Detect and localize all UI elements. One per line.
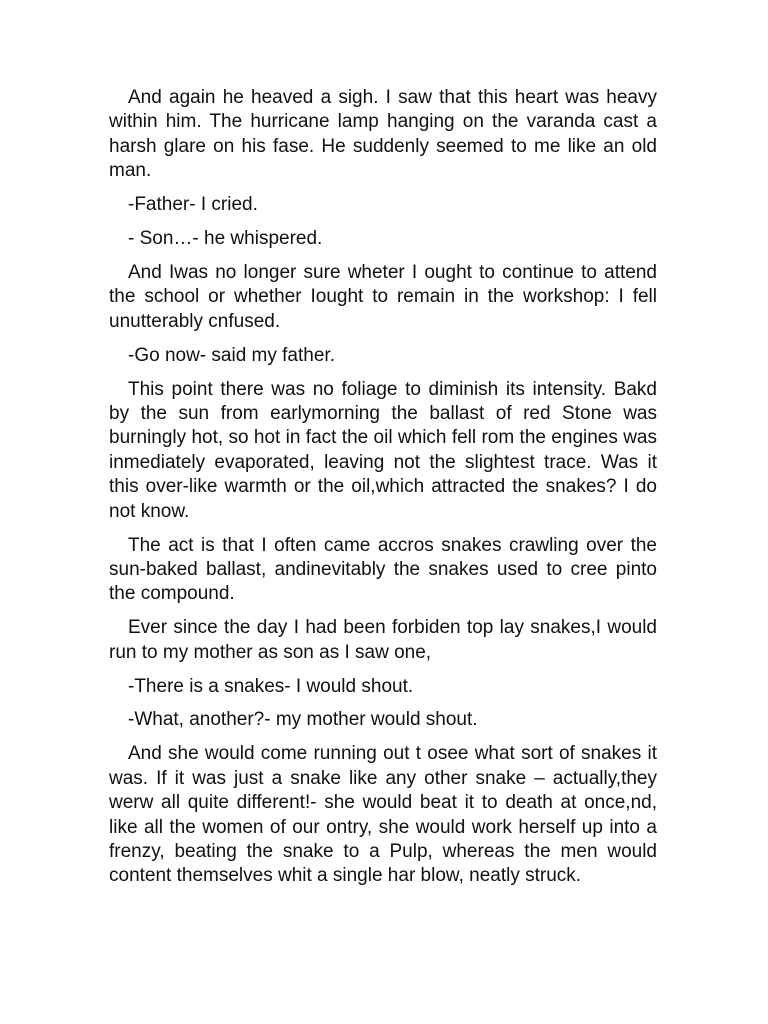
paragraph: And Iwas no longer sure wheter I ought to continue to attend the school or whether Iought to remain in the workshop: I fell unutterably cnfused. <box>109 261 657 332</box>
paragraph: -Go now- said my father. <box>128 344 335 366</box>
paragraph: And she would come running out t osee what sort of snakes it was. If it was just a snake like any other snake – actually,they werw all quite different!- she would beat it to death at once,nd, like all the women of our ontry, she would work herself up into a frenzy, beating the snake to a Pulp, whereas the men would content themselves whit a single har blow, neatly struck. <box>109 743 657 887</box>
paragraph: -Father- I cried. <box>128 194 258 216</box>
paragraph: -What, another?- my mother would shout. <box>128 709 478 731</box>
paragraph: -There is a snakes- I would shout. <box>128 675 414 697</box>
paragraph: This point there was no foliage to diminish its intensity. Bakd by the sun from earlymorning the ballast of red Stone was burningly hot, so hot in fact the oil which fell rom the engines was inmediately evaporated, leaving not the slightest trace. Was it this over-like warmth or the oil,which attracted the snakes? I do not know. <box>109 378 657 522</box>
paragraph: Ever since the day I had been forbiden top lay snakes,I would run to my mother as son as I saw one, <box>109 617 657 663</box>
paragraph: The act is that I often came accros snakes crawling over the sun-baked ballast, andinevitably the snakes used to cree pinto the compound. <box>109 534 657 605</box>
document-page <box>109 86 657 898</box>
paragraph: - Son…- he whispered. <box>128 228 323 250</box>
paragraph: And again he heaved a sigh. I saw that this heart was heavy within him. The hurricane lamp hanging on the varanda cast a harsh glare on his fase. He suddenly seemed to me like an old man. <box>109 87 657 182</box>
